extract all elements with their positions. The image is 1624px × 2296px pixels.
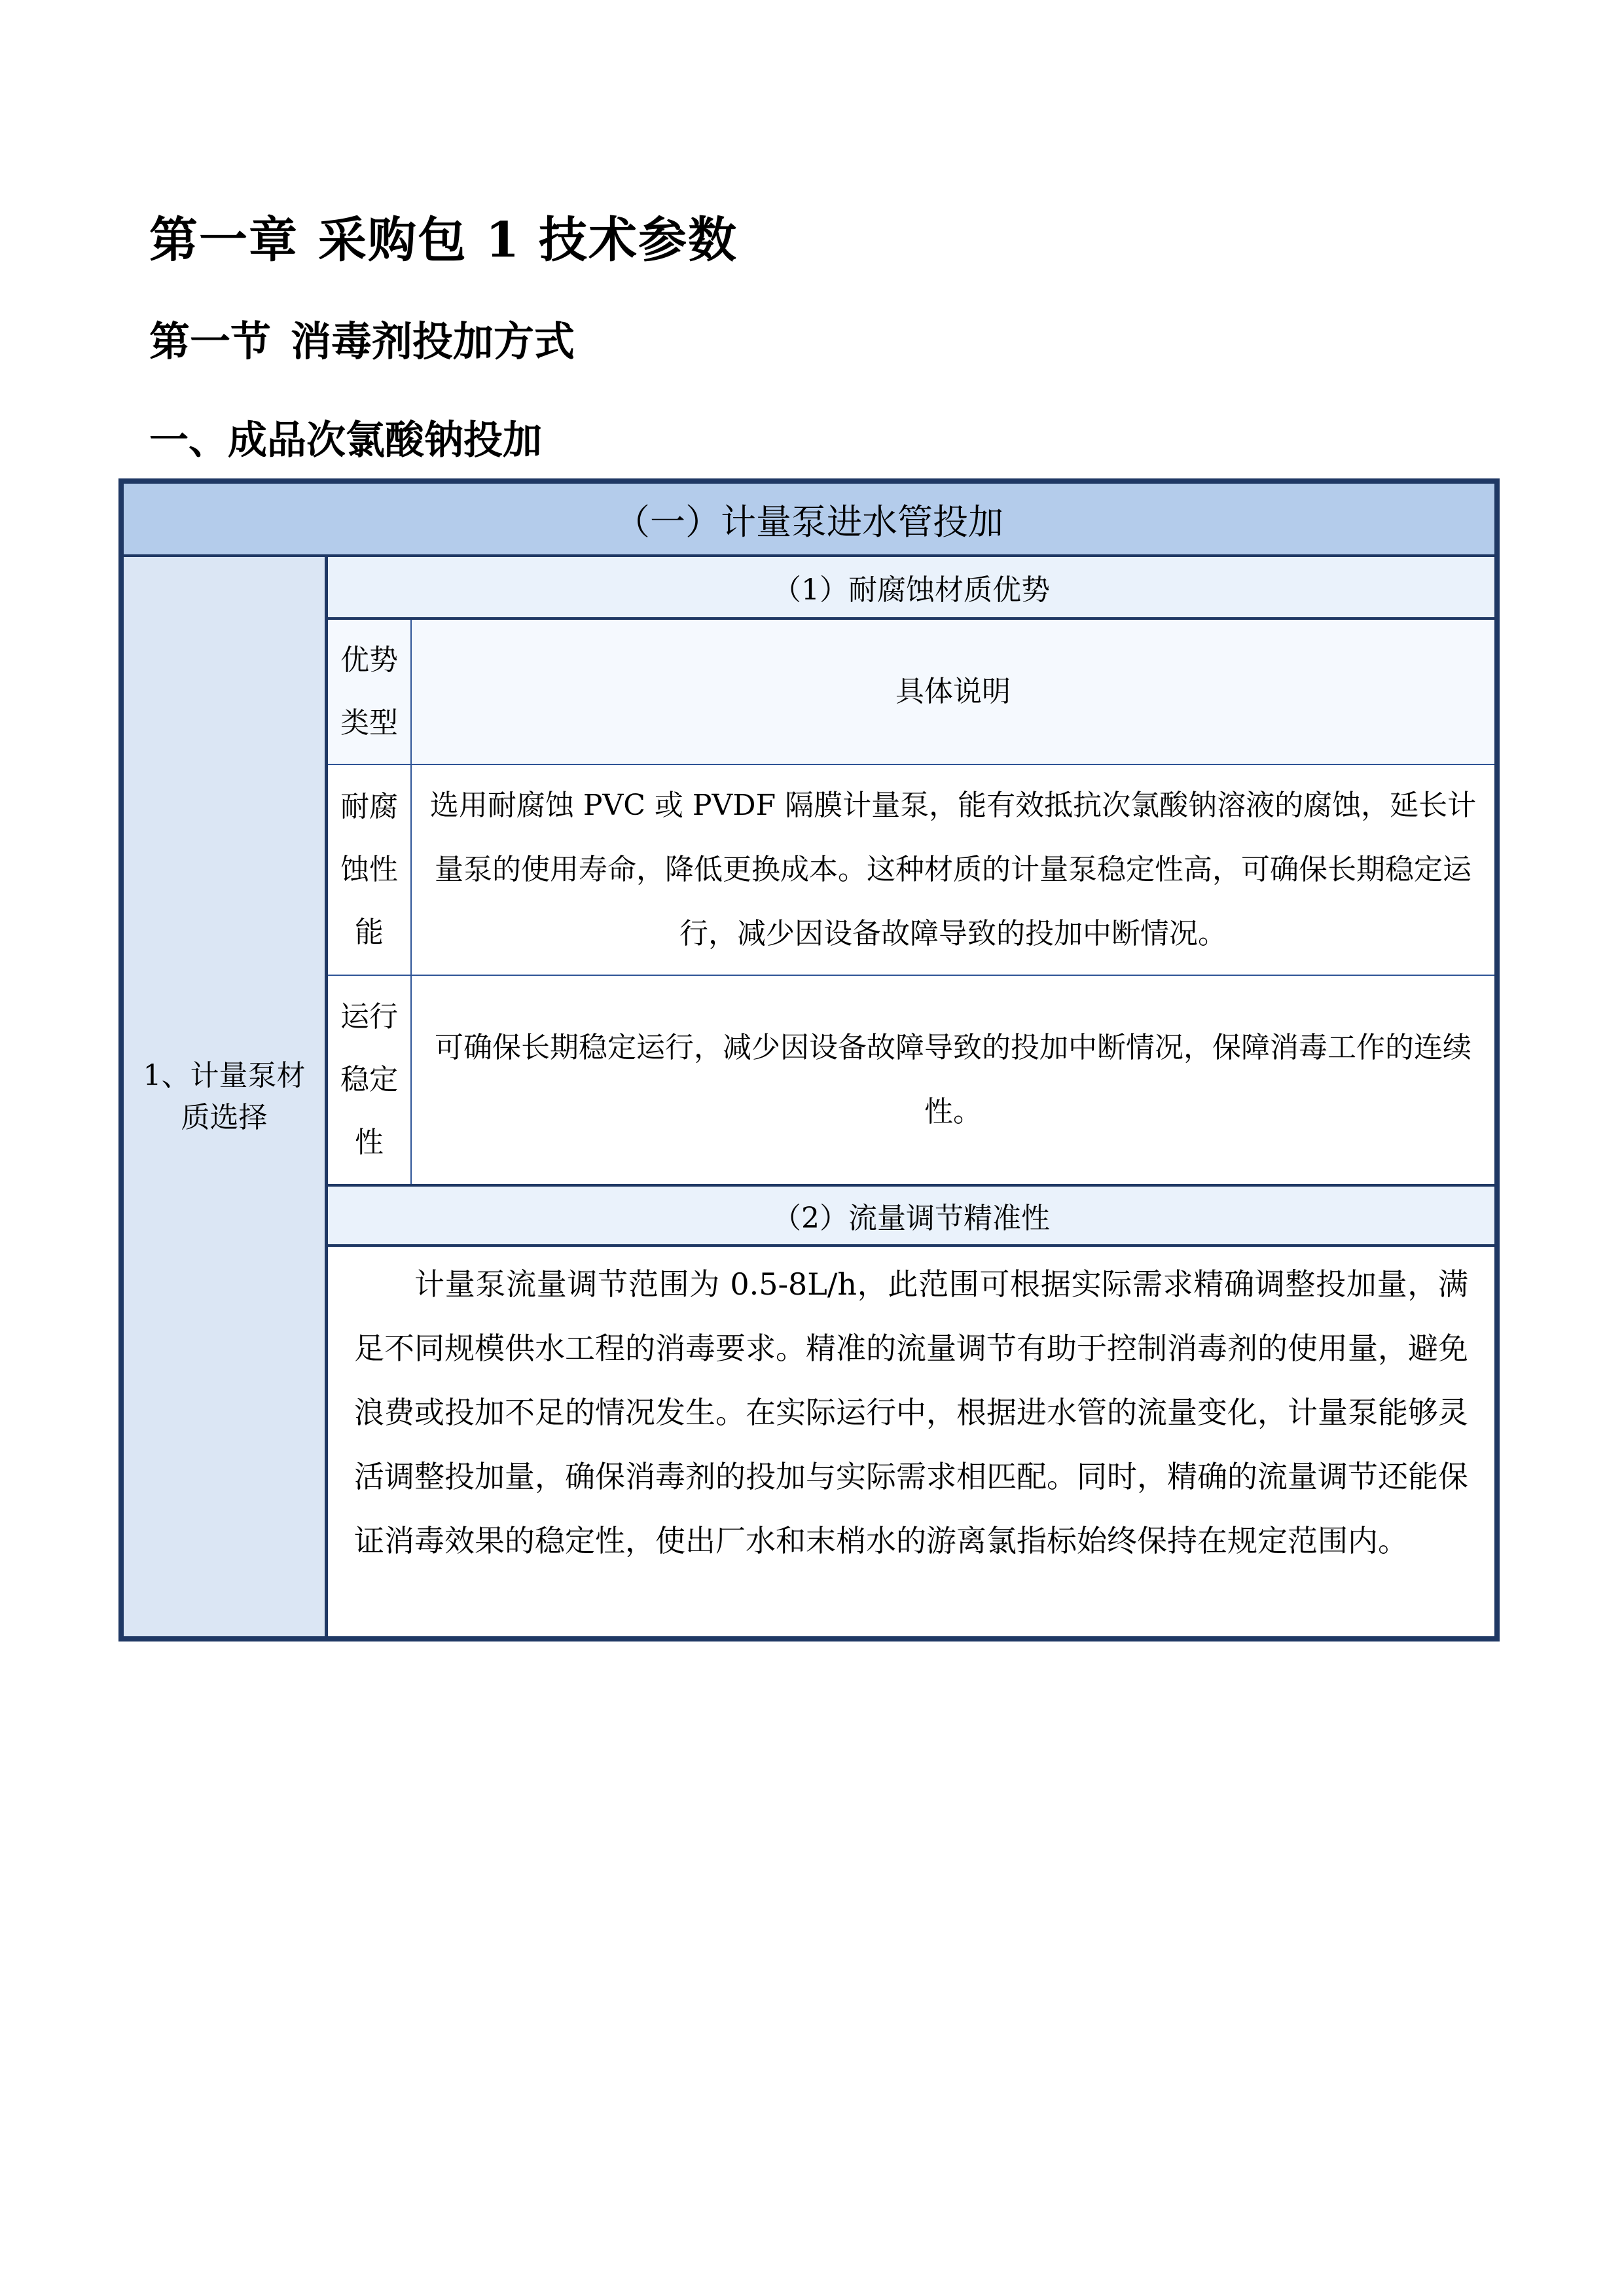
section-heading [149,309,594,367]
section-title: 消毒剂投加方式 [291,317,575,365]
subheading-flow: （2）流量调节精准性 [328,1184,1494,1247]
header-type-cell [328,620,412,764]
header-desc-label: 具体说明 [895,675,1011,708]
left-category-label: 1、计量泵材质选择 [143,1058,306,1134]
row-type-cell [328,976,412,1184]
table-row [328,765,1494,976]
row-desc-cell [412,976,1494,1184]
table-row [328,976,1494,1184]
subheading-corrosion: （1）耐腐蚀材质优势 [328,557,1494,620]
row-type-cell [328,765,412,975]
chapter-heading [149,202,757,271]
row-desc-text: 可确保长期稳定运行，减少因设备故障导致的投加中断情况，保障消毒工作的连续性。 [435,1031,1471,1128]
spec-table [118,478,1500,1641]
row-type-label: 耐腐蚀性能 [340,790,398,949]
header-desc-cell [412,620,1494,764]
section-number: 第一节 [149,317,272,365]
inner-content [328,557,1494,1636]
row-type-label: 运行稳定性 [340,1000,398,1159]
chapter-title: 采购包 1 技术参数 [318,212,738,268]
chapter-number: 第一章 [149,212,298,268]
left-category-cell [124,557,328,1636]
flow-paragraph: 计量泵流量调节范围为 0.5-8L/h，此范围可根据实际需求精确调整投加量，满足不同规模供水工程的消毒要求。精准的流量调节有助于控制消毒剂的使用量，避免浪费或投加不足的情况发生。在实际运行中，根据进水管的流量变化，计量泵能够灵活调整投加量，确保消毒剂的投加与实际需求相匹配。同时，精确的流量调节还能保证消毒效果的稳定性，使出厂水和末梢水的游离氯指标始终保持在规定范围内。 [354,1266,1468,1558]
row-desc-cell [412,765,1494,975]
table-header-row [328,620,1494,765]
header-type-label: 优势类型 [340,643,398,740]
table-banner: （一）计量泵进水管投加 [124,484,1494,557]
subsection-heading: 一、成品次氯酸钠投加 [149,418,542,463]
row-desc-text: 选用耐腐蚀 PVC 或 PVDF 隔膜计量泵，能有效抵抗次氯酸钠溶液的腐蚀，延长计量泵的使用寿命，降低更换成本。这种材质的计量泵稳定性高，可确保长期稳定运行，减少因设备故障导致的投加中断情况。 [429,789,1477,950]
